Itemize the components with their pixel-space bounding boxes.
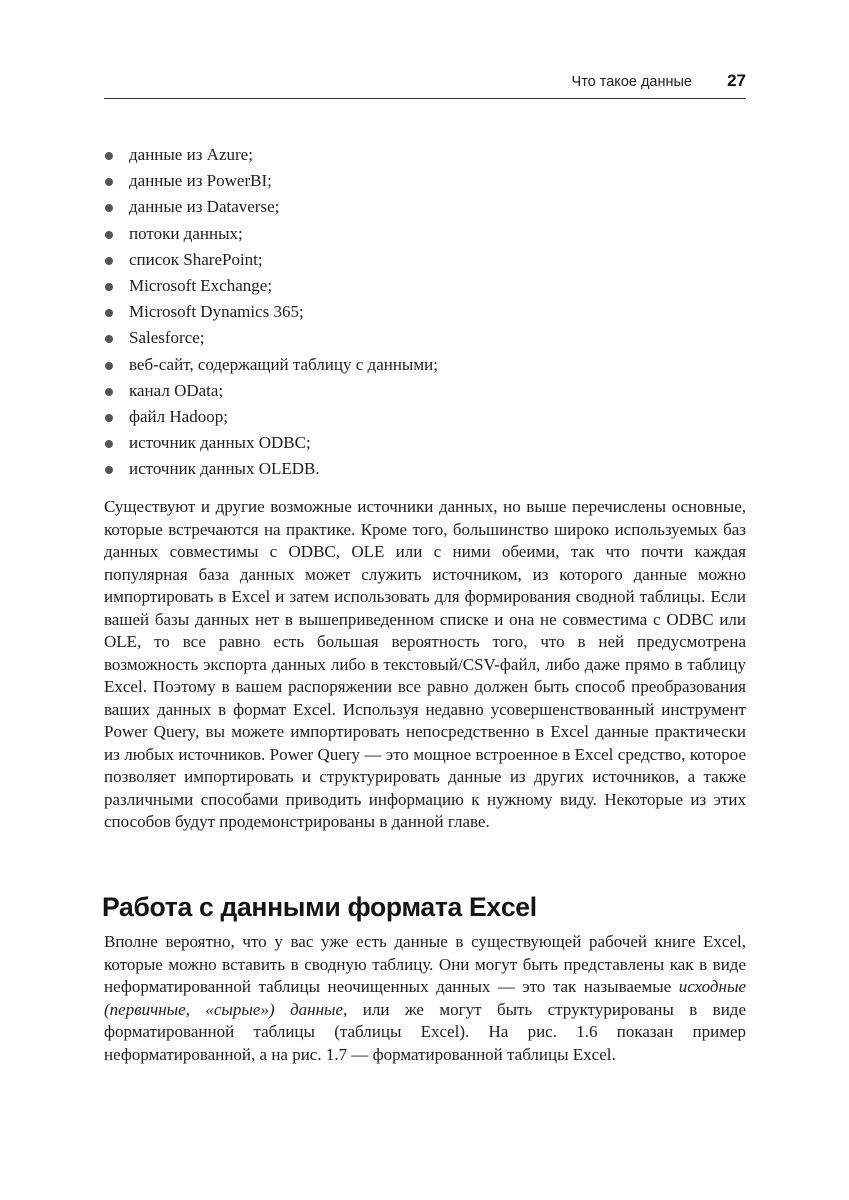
list-item: данные из PowerBI; (104, 168, 746, 194)
body-paragraph-sources: Существуют и другие возможные источники данных, но выше перечислены основные, которые встречаются на практике. Кроме того, большинство широко используемых баз данных совместимы с ODBC, OLE или с ними обеими, так что почти каждая популярная база данных может служить источником, из которого данные можно импортировать в Excel и затем использовать для формирования сводной таблицы. Если вашей базы данных нет в вышеприведенном списке и она не совместима с ODBC или OLE, то все равно есть большая вероятность того, что в ней предусмотрена возможность экспорта данных либо в текстовый/CSV-файл, либо даже прямо в таблицу Excel. Поэтому в вашем распоряжении все равно должен быть способ преобразования ваших данных в формат Excel. Используя недавно усовершенствованный инструмент Power Query, вы можете импортировать непосредственно в Excel данные практически из любых источников. Power Query — это мощное встроенное в Excel средство, которое позволяет импортировать и структурировать данные из других источников, а также различными способами приводить информацию к нужному виду. Некоторые из этих способов будут продемонстрированы в данной главе. (104, 497, 746, 831)
emphasized-term: исходные (первичные, «сырые») данные (104, 977, 746, 1019)
bullet-icon (105, 388, 113, 396)
running-header-title: Что такое данные (571, 74, 692, 90)
list-item: источник данных ODBC; (104, 430, 746, 456)
bullet-icon (105, 309, 113, 317)
list-item: канал OData; (104, 378, 746, 404)
bullet-icon (105, 414, 113, 422)
list-item: Salesforce; (104, 325, 746, 351)
bullet-icon (105, 231, 113, 239)
bullet-icon (105, 178, 113, 186)
data-sources-list (104, 142, 746, 482)
bullet-icon (105, 257, 113, 265)
bullet-icon (105, 466, 113, 474)
list-item: список SharePoint; (104, 247, 746, 273)
bullet-icon (105, 440, 113, 448)
list-item: веб-сайт, содержащий таблицу с данными; (104, 352, 746, 378)
list-item: Microsoft Exchange; (104, 273, 746, 299)
list-item: источник данных OLEDB. (104, 456, 746, 482)
bullet-icon (105, 335, 113, 343)
bullet-icon (105, 152, 113, 160)
bullet-icon (105, 362, 113, 370)
section-heading: Работа с данными формата Excel (102, 892, 537, 922)
running-header (104, 70, 746, 99)
bullet-icon (105, 283, 113, 291)
list-item: потоки данных; (104, 221, 746, 247)
list-item: файл Hadoop; (104, 404, 746, 430)
list-item: данные из Azure; (104, 142, 746, 168)
bullet-icon (105, 204, 113, 212)
list-item: Microsoft Dynamics 365; (104, 299, 746, 325)
page-number: 27 (727, 71, 746, 90)
list-item: данные из Dataverse; (104, 194, 746, 220)
body-paragraph-excel-data: Вполне вероятно, что у вас уже есть данные в существующей рабочей книге Excel, которые можно вставить в сводную таблицу. Они могут быть представлены как в виде неформатированной таблицы неочищенных данных — это так называемые исходные (первичные, «сырые») данные, или же могут быть структурированы в виде форматированной таблицы (таблицы Excel). На рис. 1.6 показан пример неформатированной, а на рис. 1.7 — форматированной таблицы Excel. (104, 932, 746, 1064)
